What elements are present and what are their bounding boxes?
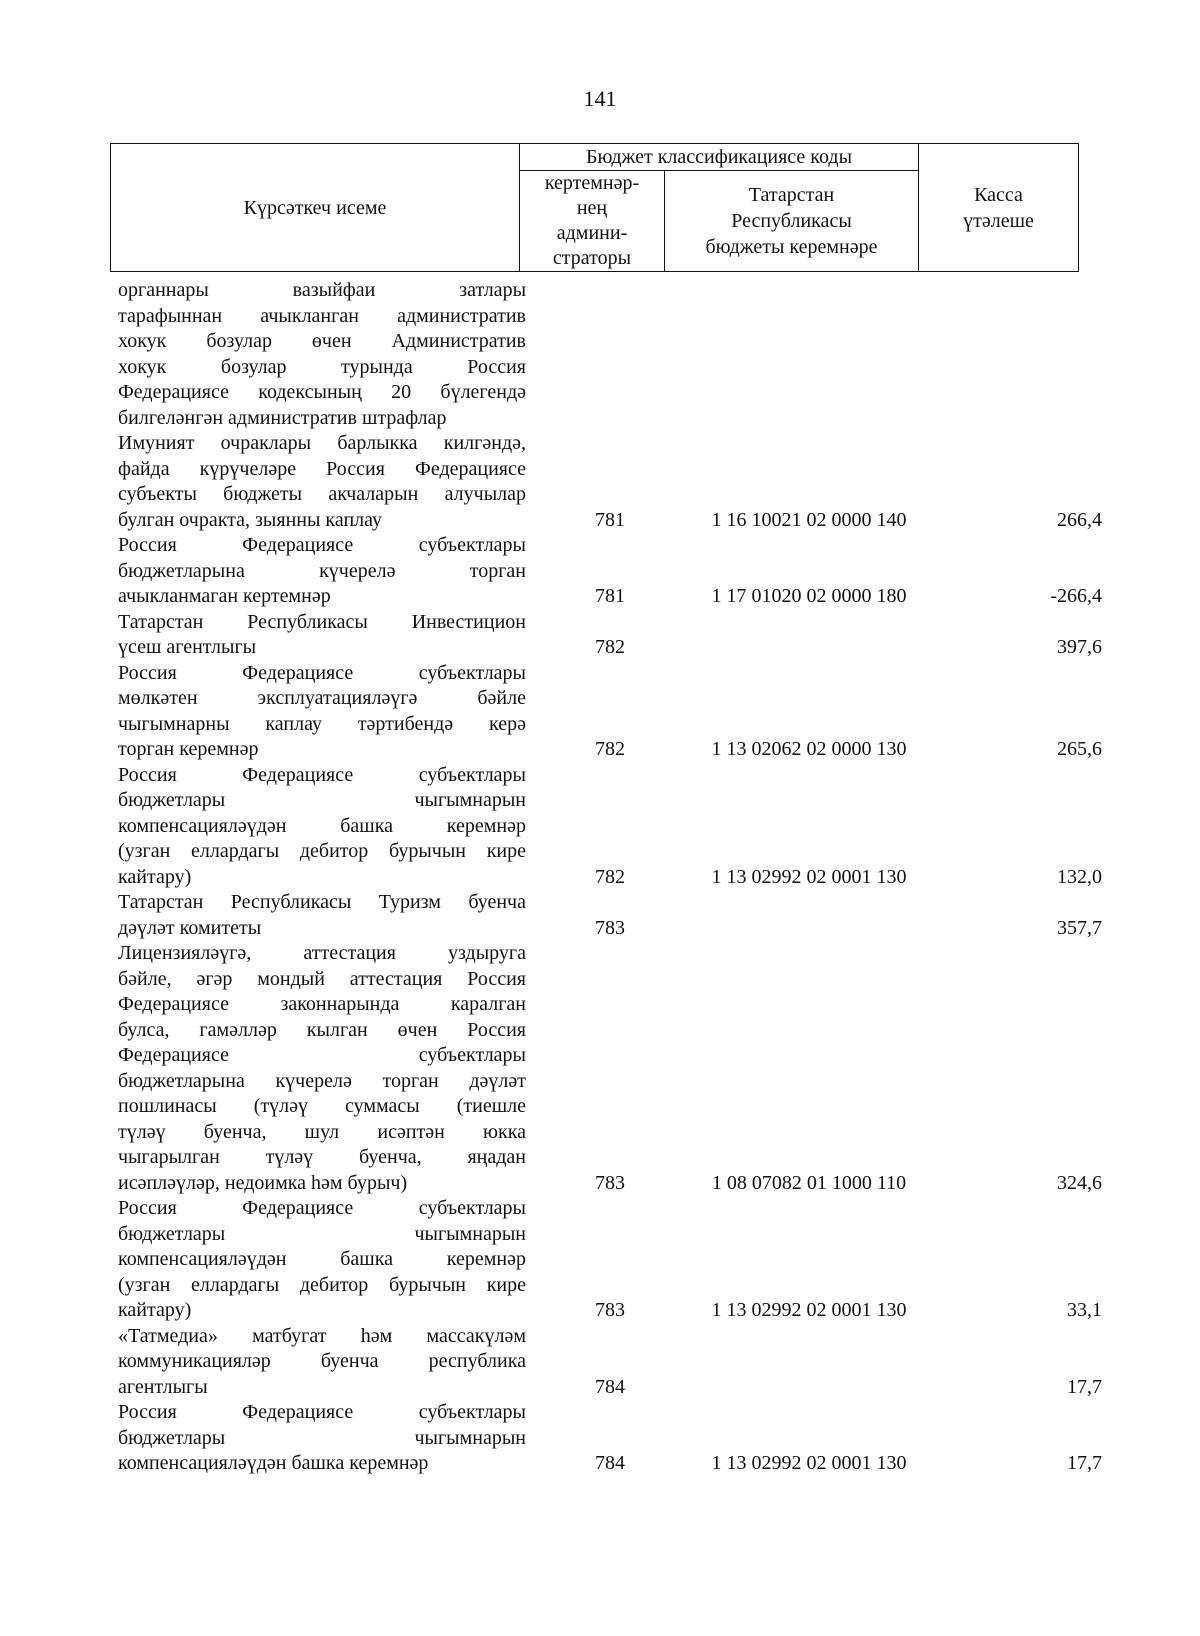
indicator-name-line: үсеш агентлыгы <box>118 636 257 658</box>
indicator-name-line: (узган еллардагы дебитор бурычын кире <box>118 840 526 862</box>
indicator-name-line: бюджетларына күчерелә торган <box>118 559 526 582</box>
admin-code: 783 <box>595 916 625 939</box>
revenue-code: 1 08 07082 01 1000 110 <box>711 1171 907 1194</box>
admin-code: 782 <box>595 738 625 760</box>
revenue-line: Республикасы <box>731 210 852 232</box>
indicator-header: Күрсәткеч исеме <box>111 144 520 272</box>
indicator-name <box>118 278 526 431</box>
indicator-name-line: кайтару) <box>118 865 192 888</box>
cash-amount: 132,0 <box>1057 865 1102 888</box>
revenue-code: 1 13 02992 02 0001 130 <box>711 1299 907 1321</box>
revenue-code: 1 16 10021 02 0000 140 <box>711 508 907 531</box>
table-row <box>0 610 1200 661</box>
indicator-name-line: Россия Федерациясе субъектлары <box>118 661 526 684</box>
indicator-name <box>118 941 526 1196</box>
admin-line: админи- <box>556 222 628 244</box>
indicator-name-line: Федерациясе законнарында каралган <box>118 993 526 1015</box>
indicator-name-line: бюджетлары чыгымнарын <box>118 1426 526 1449</box>
admin-line: нең <box>576 197 608 219</box>
cash-amount: 17,7 <box>1067 1375 1102 1398</box>
indicator-name-line: Россия Федерациясе субъектлары <box>118 1197 526 1219</box>
indicator-name <box>118 661 526 763</box>
indicator-name-line: тарафыннан ачыкланган административ <box>118 304 526 327</box>
table-body <box>0 278 1200 1477</box>
cash-amount: 33,1 <box>1067 1299 1102 1321</box>
table-row <box>0 890 1200 941</box>
indicator-name-line: агентлыгы <box>118 1375 208 1398</box>
indicator-name-line: Татарстан Республикасы Туризм буенча <box>118 891 526 913</box>
indicator-name-line: чыгарылган түләү буенча, яңадан <box>118 1146 526 1168</box>
admin-code: 783 <box>595 1299 625 1321</box>
indicator-name-line: Лицензияләүгә, аттестация уздыруга <box>118 942 526 964</box>
table-header <box>110 143 1079 272</box>
admin-code: 782 <box>595 865 625 888</box>
table-row <box>0 941 1200 1196</box>
indicator-name-line: коммуникацияләр буенча республика <box>118 1350 526 1372</box>
admin-code: 781 <box>595 585 625 607</box>
cash-line: Касса <box>974 183 1023 206</box>
indicator-name-line: Татарстан Республикасы Инвестицион <box>118 610 526 633</box>
table-row <box>0 533 1200 610</box>
indicator-name-line: компенсацияләүдән башка керемнәр <box>118 814 526 837</box>
admin-line: кертемнәр- <box>544 172 640 194</box>
cash-execution-header <box>919 144 1079 272</box>
indicator-name-line: түләү буенча, шул исәптән юкка <box>118 1120 526 1143</box>
indicator-name-line: бюджетлары чыгымнарын <box>118 789 526 811</box>
indicator-name <box>118 533 526 610</box>
indicator-name-line: ачыкланмаган кертемнәр <box>118 585 331 607</box>
admin-code: 781 <box>595 508 625 531</box>
table-row <box>0 763 1200 891</box>
indicator-name-line: органнары вазыйфаи затлары <box>118 279 526 301</box>
table-row <box>0 1400 1200 1477</box>
indicator-name-line: Федерациясе субъектлары <box>118 1044 526 1066</box>
indicator-name-line: Имуният очраклары барлыкка килгәндә, <box>118 432 526 454</box>
indicator-name-line: бюджетлары чыгымнарын <box>118 1222 526 1245</box>
indicator-name-line: мөлкәтен эксплуатацияләүгә бәйле <box>118 687 526 709</box>
indicator-name-line: пошлинасы (түләү суммасы (тиешле <box>118 1095 526 1117</box>
admin-code: 784 <box>595 1452 625 1474</box>
revenue-line: бюджеты керемнәре <box>705 236 878 258</box>
indicator-name-line: торган керемнәр <box>118 738 259 760</box>
revenue-code: 1 17 01020 02 0000 180 <box>711 585 907 607</box>
indicator-name-line: Россия Федерациясе субъектлары <box>118 1401 526 1423</box>
indicator-name <box>118 1324 526 1401</box>
indicator-name-line: Россия Федерациясе субъектлары <box>118 763 526 786</box>
admin-line: страторы <box>552 247 632 269</box>
table-row <box>0 1196 1200 1324</box>
revenue-code: 1 13 02062 02 0000 130 <box>711 738 907 760</box>
revenue-code: 1 13 02992 02 0001 130 <box>711 865 907 888</box>
cash-amount: 324,6 <box>1057 1171 1102 1194</box>
cash-amount: 397,6 <box>1057 636 1102 658</box>
indicator-name-line: хокук бозулар өчен Административ <box>118 330 526 352</box>
indicator-name <box>118 763 526 891</box>
indicator-name-line: билгеләнгән административ штрафлар <box>118 406 447 429</box>
indicator-name-line: бюджетларына күчерелә торган дәүләт <box>118 1069 526 1092</box>
indicator-name <box>118 610 526 661</box>
cash-amount: 266,4 <box>1057 508 1102 531</box>
cash-amount: -266,4 <box>1050 585 1102 607</box>
admin-code: 784 <box>595 1375 625 1398</box>
table-row <box>0 1324 1200 1401</box>
indicator-name-line: булса, гамәлләр кылган өчен Россия <box>118 1018 526 1041</box>
indicator-name-line: чыгымнарны каплау тәртибендә керә <box>118 712 526 735</box>
indicator-name <box>118 890 526 941</box>
table-row <box>0 278 1200 431</box>
admin-code: 783 <box>595 1171 625 1194</box>
indicator-name <box>118 431 526 533</box>
revenue-admin-header <box>520 171 665 272</box>
indicator-name-line: (узган еллардагы дебитор бурычын кире <box>118 1273 526 1296</box>
indicator-name-line: булган очракта, зыянны каплау <box>118 508 382 531</box>
cash-amount: 357,7 <box>1057 916 1102 939</box>
budget-code-header: Бюджет классификациясе коды <box>520 144 919 171</box>
table-row <box>0 431 1200 533</box>
indicator-name-line: хокук бозулар турында Россия <box>118 355 526 378</box>
admin-code: 782 <box>595 636 625 658</box>
indicator-name <box>118 1196 526 1324</box>
indicator-name-line: «Татмедиа» матбугат һәм массакүләм <box>118 1324 526 1347</box>
indicator-name-line: файда күрүчеләре Россия Федерациясе <box>118 457 526 480</box>
indicator-name-line: компенсацияләүдән башка керемнәр <box>118 1452 429 1474</box>
page-number: 141 <box>583 86 617 111</box>
indicator-name <box>118 1400 526 1477</box>
cash-line: үтәлеше <box>963 209 1034 232</box>
indicator-name-line: бәйле, әгәр мондый аттестация Россия <box>118 967 526 990</box>
revenue-code: 1 13 02992 02 0001 130 <box>711 1452 907 1474</box>
cash-amount: 17,7 <box>1067 1452 1102 1474</box>
table-row <box>0 661 1200 763</box>
indicator-name-line: Федерациясе кодексының 20 бүлегендә <box>118 381 526 403</box>
indicator-name-line: дәүләт комитеты <box>118 916 262 939</box>
cash-amount: 265,6 <box>1057 738 1102 760</box>
indicator-name-line: субъекты бюджеты акчаларын алучылар <box>118 483 526 505</box>
indicator-name-line: компенсацияләүдән башка керемнәр <box>118 1248 526 1270</box>
indicator-name-line: кайтару) <box>118 1299 192 1321</box>
indicator-name-line: Россия Федерациясе субъектлары <box>118 534 526 556</box>
revenue-line: Татарстан <box>748 184 835 206</box>
tatarstan-revenue-header <box>665 171 919 272</box>
indicator-name-line: исәпләүләр, недоимка һәм бурыч) <box>118 1171 408 1194</box>
